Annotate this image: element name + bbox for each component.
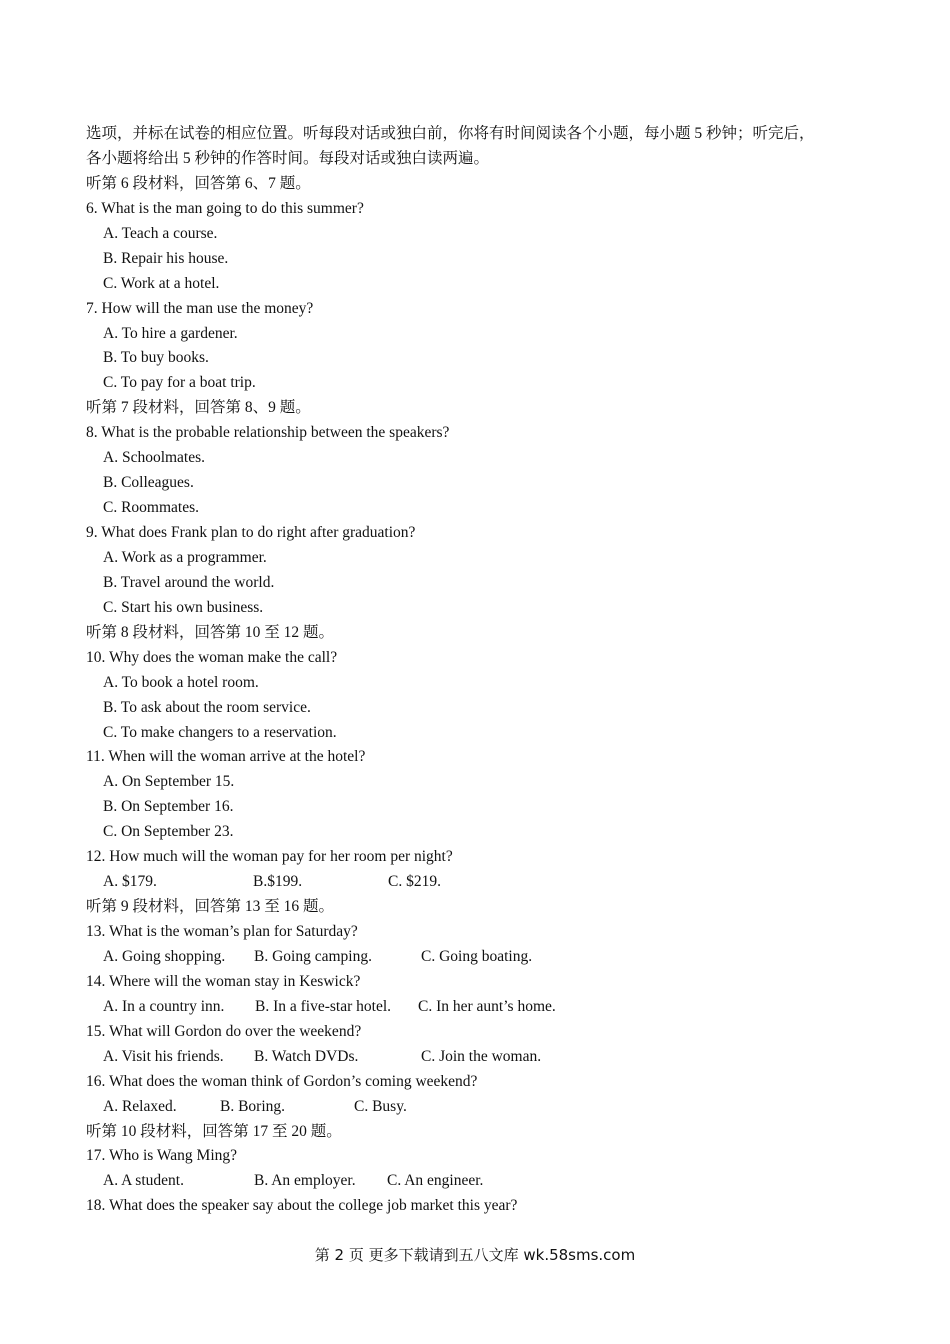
answer-option: C. To pay for a boat trip. <box>103 374 256 392</box>
answer-options-row <box>86 870 886 895</box>
answer-option: B. To buy books. <box>103 349 209 367</box>
answer-option: C. An engineer. <box>387 1172 484 1190</box>
answer-option: C. To make changers to a reservation. <box>103 723 337 741</box>
question-text: 15. What will Gordon do over the weekend? <box>86 1022 362 1040</box>
question-text: 17. Who is Wang Ming? <box>86 1147 238 1165</box>
answer-options-row <box>86 945 886 970</box>
answer-option: B. On September 16. <box>103 798 234 816</box>
question-text: 18. What does the speaker say about the college job market this year? <box>86 1197 518 1215</box>
question-text: 13. What is the woman’s plan for Saturday? <box>86 923 358 940</box>
answer-option: A. To book a hotel room. <box>103 673 259 691</box>
question-text: 9. What does Frank plan to do right after graduation? <box>86 524 416 541</box>
answer-options-row <box>86 995 886 1020</box>
answer-option: B. Going camping. <box>254 947 372 965</box>
answer-options-row <box>86 1095 886 1120</box>
question-text: 12. How much will the woman pay for her room per night? <box>86 848 453 866</box>
answer-option: B. In a five-star hotel. <box>255 997 392 1015</box>
answer-option: A. $179. <box>103 873 157 891</box>
question-text: 16. What does the woman think of Gordon’s coming weekend? <box>86 1072 478 1090</box>
answer-option: C. Start his own business. <box>103 598 264 616</box>
answer-option: B. Watch DVDs. <box>254 1047 359 1065</box>
answer-option: B. Repair his house. <box>103 249 229 267</box>
answer-option: B. An employer. <box>254 1172 356 1190</box>
answer-options-row <box>86 1045 886 1070</box>
section-heading: 听第 9 段材料，回答第 13 至 16 题。 <box>86 898 335 916</box>
answer-option: A. Schoolmates. <box>103 449 206 467</box>
exam-page-content <box>86 122 886 1219</box>
question-text: 7. How will the man use the money? <box>86 299 314 317</box>
answer-option: A. On September 15. <box>103 773 235 791</box>
question-text: 10. Why does the woman make the call? <box>86 648 338 666</box>
instructions-line: 各小题将给出 5 秒钟的作答时间。每段对话或独白读两遍。 <box>86 149 490 167</box>
page-footer: 第 2 页 更多下载请到五八文库 wk.58sms.com <box>314 1246 636 1264</box>
section-heading: 听第 8 段材料，回答第 10 至 12 题。 <box>86 623 335 641</box>
answer-option: A. Work as a programmer. <box>103 548 267 566</box>
answer-option: A. Teach a course. <box>103 224 218 242</box>
answer-option: C. $219. <box>388 873 441 891</box>
answer-option: A. Going shopping. <box>103 947 226 965</box>
answer-option: B.$199. <box>253 873 303 891</box>
answer-option: B. Colleagues. <box>103 474 194 492</box>
answer-option: C. Work at a hotel. <box>103 274 220 292</box>
section-heading: 听第 6 段材料，回答第 6、7 题。 <box>86 174 311 192</box>
answer-option: B. To ask about the room service. <box>103 698 311 716</box>
answer-options-row <box>86 1169 886 1194</box>
answer-option: A. Relaxed. <box>103 1097 177 1115</box>
answer-option: A. Visit his friends. <box>103 1047 224 1065</box>
question-text: 14. Where will the woman stay in Keswick? <box>86 972 361 990</box>
answer-option: A. To hire a gardener. <box>103 324 238 342</box>
answer-option: C. Roommates. <box>103 499 200 517</box>
answer-option: B. Travel around the world. <box>103 573 275 591</box>
answer-option: C. On September 23. <box>103 823 234 841</box>
question-text: 6. What is the man going to do this summer? <box>86 199 364 217</box>
answer-option: C. Join the woman. <box>421 1047 542 1065</box>
answer-option: C. In her aunt’s home. <box>418 997 556 1015</box>
section-heading: 听第 7 段材料，回答第 8、9 题。 <box>86 399 311 417</box>
section-heading: 听第 10 段材料，回答第 17 至 20 题。 <box>86 1122 342 1140</box>
question-text: 8. What is the probable relationship between the speakers? <box>86 424 450 442</box>
answer-option: A. A student. <box>103 1172 184 1190</box>
answer-option: B. Boring. <box>220 1097 286 1115</box>
question-text: 11. When will the woman arrive at the hotel? <box>86 748 366 766</box>
instructions-line: 选项，并标在试卷的相应位置。听每段对话或独白前，你将有时间阅读各个小题，每小题 5 秒钟；听完后， <box>86 125 815 142</box>
answer-option: C. Going boating. <box>421 947 533 965</box>
questions-list <box>86 172 886 1219</box>
answer-option: C. Busy. <box>354 1097 407 1115</box>
answer-option: A. In a country inn. <box>103 997 225 1015</box>
